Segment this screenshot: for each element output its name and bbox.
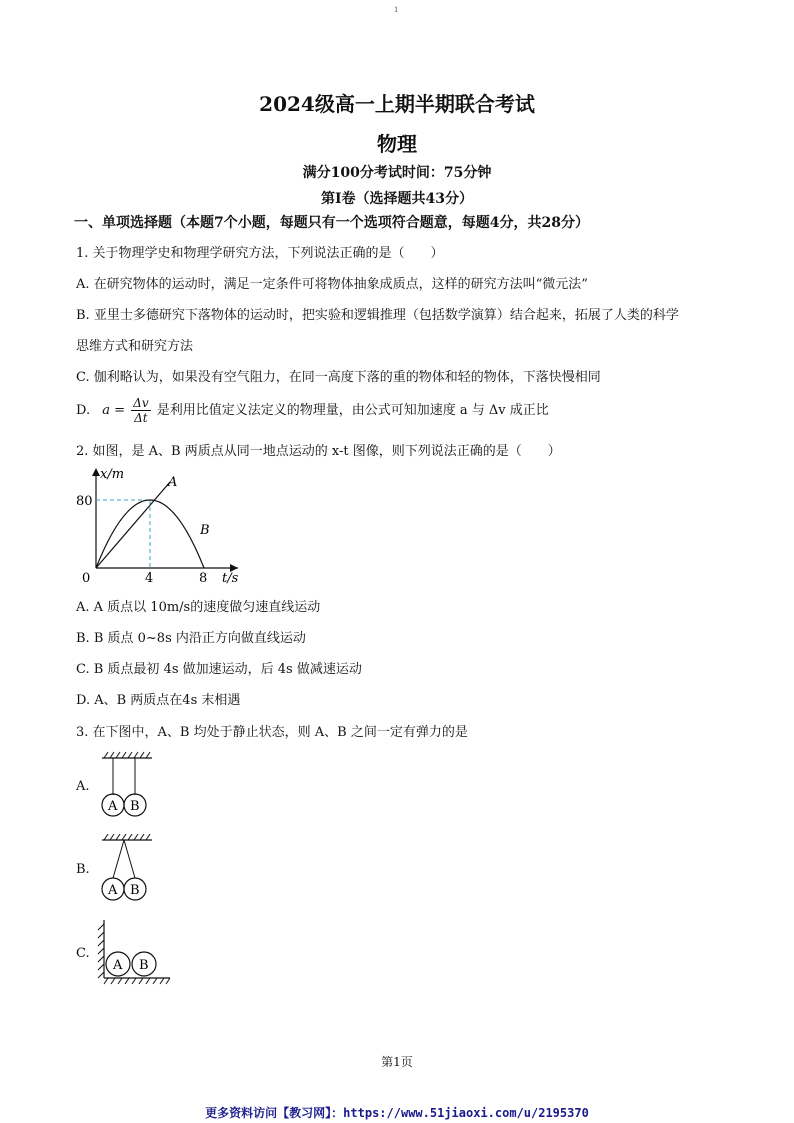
ball-a-label: A	[113, 958, 123, 973]
q1-d-prefix: D.	[76, 403, 91, 418]
q1-d-lhs: a =	[102, 403, 126, 418]
exam-part: 第Ⅰ卷（选择题共43分）	[320, 191, 474, 207]
q2-option-d: D. A、B 两质点在4s 末相遇	[76, 693, 241, 708]
origin-label: 0	[82, 571, 91, 586]
label-a: A	[168, 475, 178, 490]
q1-option-b-line2: 思维方式和研究方法	[76, 339, 194, 354]
x-tick-8: 8	[199, 571, 208, 586]
q2-option-b: B. B 质点 0~8s 内沿正方向做直线运动	[76, 631, 306, 646]
q3-figure-c	[94, 914, 174, 988]
string-b	[124, 840, 135, 878]
ceiling-hatch	[104, 834, 150, 840]
ceiling-hatch	[104, 752, 150, 758]
q1-option-a: A. 在研究物体的运动时，满足一定条件可将物体抽象成质点，这样的研究方法叫“微元法”	[76, 277, 588, 292]
string-a	[113, 840, 124, 878]
ball-a-label: A	[108, 883, 118, 898]
q1-stem: 1. 关于物理学史和物理学研究方法，下列说法正确的是（ ）	[76, 246, 444, 261]
line-a	[96, 482, 170, 568]
resource-link[interactable]: 更多资料访问【教习网】：https://www.51jiaoxi.com/u/2195370	[205, 1106, 589, 1120]
floor-hatch	[104, 978, 170, 984]
ball-b-label: B	[139, 958, 149, 973]
exam-info: 满分100分考试时间：75分钟	[302, 165, 492, 181]
y-axis-label: x/m	[100, 467, 125, 482]
q1-d-denominator: Δt	[134, 411, 148, 425]
q1-option-c: C. 伽利略认为，如果没有空气阻力，在同一高度下落的重的物体和轻的物体，下落快慢相同	[76, 370, 601, 385]
q3-option-a-label: A.	[76, 779, 90, 794]
q3-figure-a	[96, 748, 166, 820]
q3-figure-b	[96, 830, 166, 904]
page-number: 第1页	[381, 1055, 413, 1069]
ball-a-label: A	[108, 799, 118, 814]
y-tick-80: 80	[76, 494, 93, 509]
q2-option-c: C. B 质点最初 4s 做加速运动，后 4s 做减速运动	[76, 662, 362, 677]
x-tick-4: 4	[145, 571, 154, 586]
q3-option-b-label: B.	[76, 862, 90, 877]
ball-b-label: B	[130, 799, 140, 814]
q2-option-a: A. A 质点以 10m/s的速度做匀速直线运动	[76, 600, 321, 615]
section-heading: 一、单项选择题（本题7个小题，每题只有一个选项符合题意，每题4分，共28分）	[74, 215, 589, 231]
label-b: B	[200, 523, 210, 538]
q1-option-b-line1: B. 亚里士多德研究下落物体的运动时，把实验和逻辑推理（包括数学演算）结合起来，拓展了人类的科学	[76, 308, 679, 323]
exam-title: 2024级高一上期半期联合考试	[259, 92, 535, 116]
q1-d-fraction	[131, 396, 150, 425]
exam-subject: 物理	[377, 132, 417, 156]
q1-d-numerator: Δv	[133, 396, 149, 410]
y-axis-arrow	[92, 468, 100, 476]
q2-stem: 2. 如图，是 A、B 两质点从同一地点运动的 x-t 图像，则下列说法正确的是（ ）	[76, 444, 561, 459]
q2-xt-graph	[74, 462, 254, 590]
ball-b-label: B	[130, 883, 140, 898]
q3-stem: 3. 在下图中，A、B 均处于静止状态，则 A、B 之间一定有弹力的是	[76, 725, 468, 740]
q1-option-d	[76, 396, 549, 425]
wall-hatch	[98, 924, 104, 978]
q1-d-suffix: 是利用比值定义法定义的物理量，由公式可知加速度 a 与 Δv 成正比	[156, 403, 549, 418]
top-mark: 1	[394, 6, 399, 14]
q3-option-c-label: C.	[76, 946, 90, 961]
x-axis-label: t/s	[222, 571, 239, 586]
